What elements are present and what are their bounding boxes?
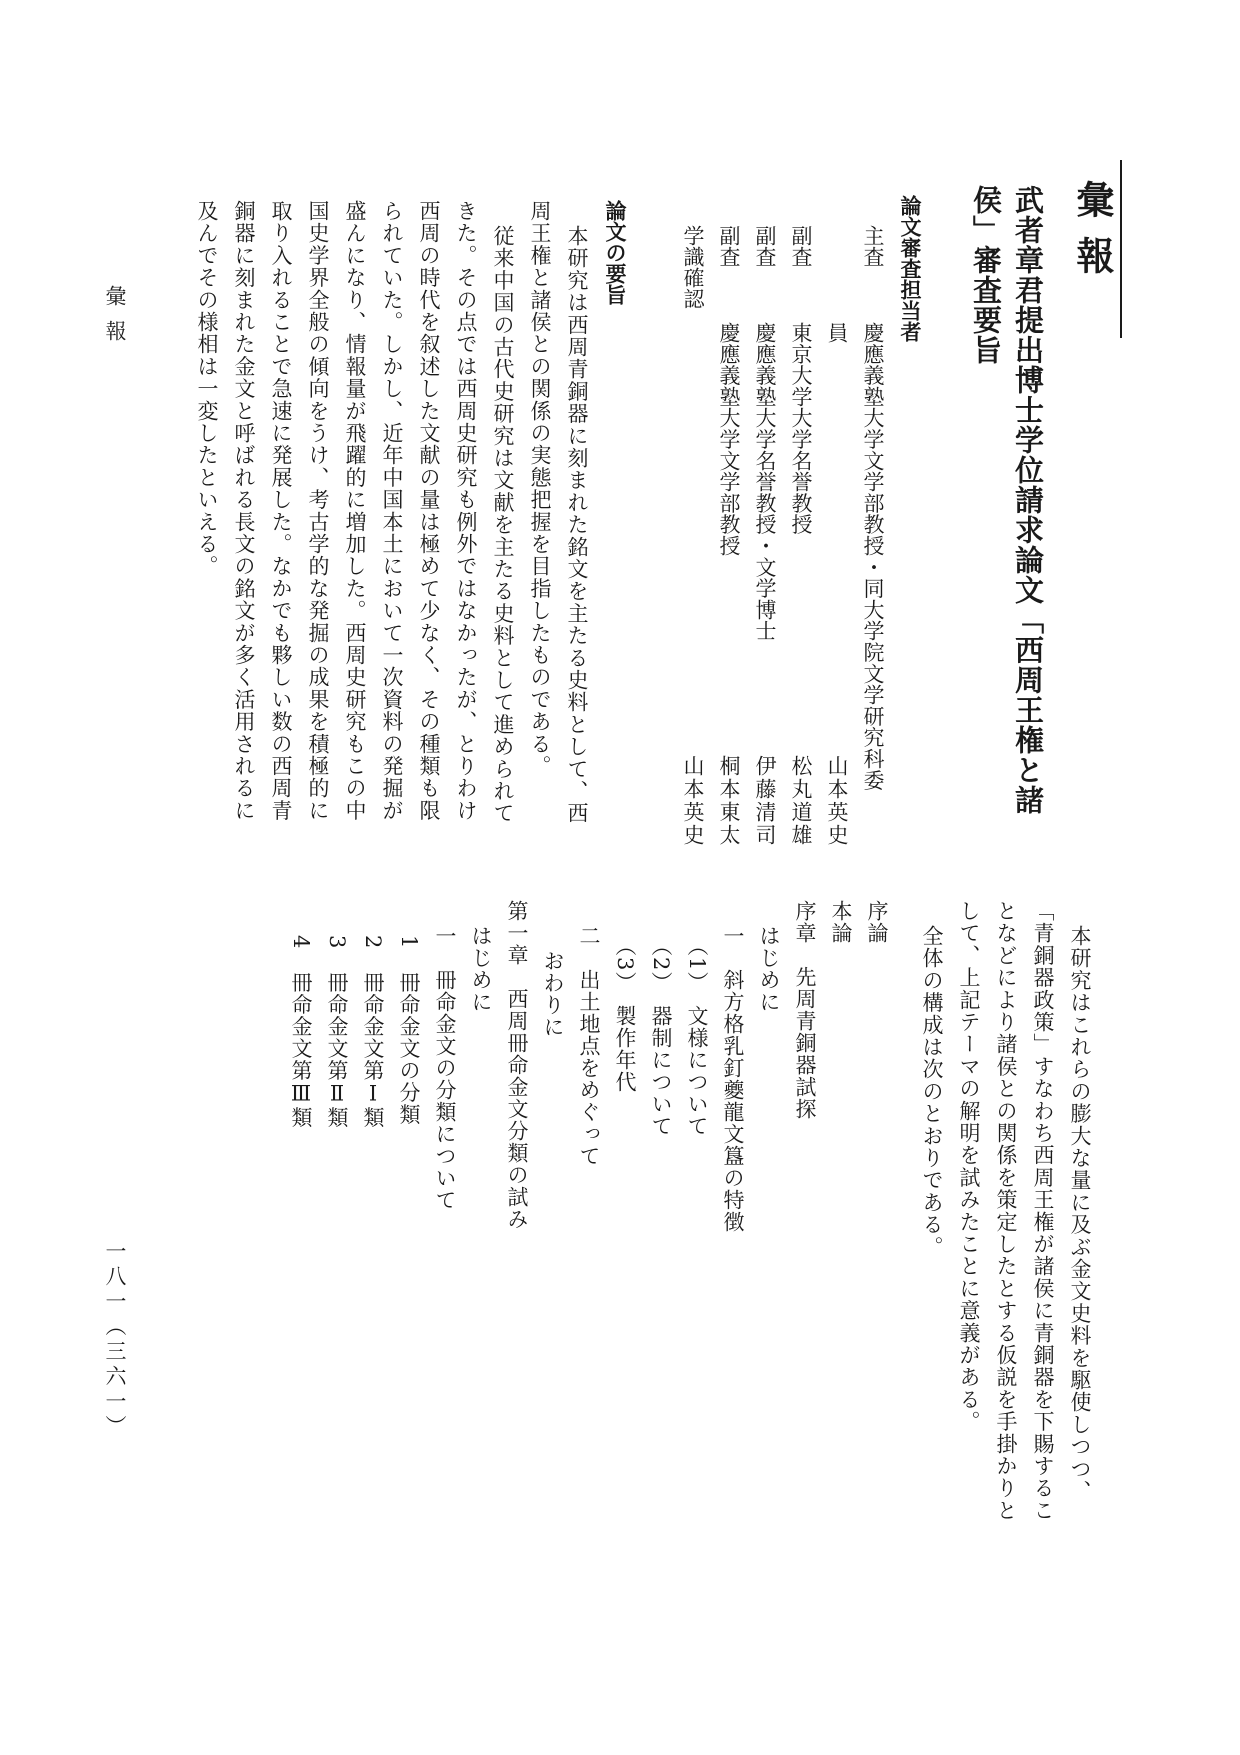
- summary-line: きた。その点では西周史研究も例外ではなかったが、とりわけ: [454, 200, 478, 822]
- summary-line: 及んでその様相は一変したといえる。: [195, 200, 219, 578]
- toc-item: 序章 先周青銅器試探: [793, 900, 817, 1120]
- toc-item: （3） 製作年代: [613, 935, 637, 1093]
- toc-item: 1 冊命金文の分類: [397, 935, 421, 1126]
- member-role: 副査: [717, 225, 741, 267]
- page-number: 一八一（三六一）: [103, 1240, 127, 1440]
- header-rule: [1120, 160, 1122, 338]
- chair-name: 山本英史: [825, 755, 849, 847]
- toc-item: 本論: [829, 900, 853, 944]
- article-title-line1: 武者章君提出博士学位請求論文「西周王権と諸: [1011, 185, 1045, 815]
- toc-item: 序論: [865, 900, 889, 944]
- member-name: 松丸道雄: [789, 755, 813, 847]
- member-name: 伊藤清司: [753, 755, 777, 847]
- summary-heading: 論文の要旨: [603, 200, 628, 305]
- confirm-name: 山本英史: [681, 755, 705, 847]
- member-name: 桐本東太: [717, 755, 741, 847]
- summary-line: 本研究は西周青銅器に刻まれた銘文を主たる史料として、西: [565, 225, 589, 825]
- intro-line: 本研究はこれらの膨大な量に及ぶ金文史料を駆使しつつ、: [1068, 925, 1092, 1503]
- summary-line: 西周の時代を叙述した文献の量は極めて少なく、その種類も限: [417, 200, 441, 822]
- member-role: 副査: [789, 225, 813, 267]
- member-affiliation: 慶應義塾大学文学部教授: [717, 322, 741, 557]
- article-title-line2: 侯」審査要旨: [969, 185, 1003, 365]
- toc-item: 二 出土地点をめぐって: [577, 925, 601, 1167]
- member-role: 副査: [753, 225, 777, 267]
- intro-line: となどにより諸侯との関係を策定したとする仮説を手掛かりと: [994, 900, 1018, 1522]
- summary-line: 従来中国の古代史研究は文献を主たる史料として進められて: [491, 225, 515, 825]
- toc-item: 2 冊命金文第Ⅰ類: [361, 935, 385, 1129]
- intro-line: 「青銅器政策」すなわち西周王権が諸侯に青銅器を下賜するこ: [1031, 900, 1055, 1522]
- member-affiliation: 慶應義塾大学名誉教授・文学博士: [753, 322, 777, 642]
- summary-line: られていた。しかし、近年中国本土において一次資料の発掘が: [380, 200, 404, 822]
- chair-affiliation-cont: 員: [825, 322, 849, 344]
- toc-item: 一 冊命金文の分類について: [433, 925, 457, 1211]
- toc-item: おわりに: [541, 950, 565, 1038]
- summary-line: 国史学界全般の傾向をうけ、考古学的な発掘の成果を積極的に: [306, 200, 330, 822]
- toc-item: 4 冊命金文第Ⅲ類: [289, 935, 313, 1129]
- chair-affiliation: 慶應義塾大学文学部教授・同大学院文学研究科委: [861, 322, 885, 791]
- summary-line: 銅器に刻まれた金文と呼ばれる長文の銘文が多く活用されるに: [232, 200, 256, 822]
- section-title: 彙報: [1070, 180, 1115, 292]
- running-head: 彙報: [103, 285, 127, 355]
- toc-item: 一 斜方格乳釘夔龍文簋の特徴: [721, 925, 745, 1233]
- toc-item: はじめに: [757, 925, 781, 1013]
- committee-heading: 論文審査担当者: [898, 195, 923, 342]
- toc-item: 3 冊命金文第Ⅱ類: [325, 935, 349, 1129]
- chair-role: 主査: [861, 225, 885, 267]
- confirm-role: 学識確認: [681, 225, 705, 309]
- toc-item: はじめに: [469, 925, 493, 1013]
- intro-line: して、上記テーマの解明を試みたことに意義がある。: [957, 900, 981, 1433]
- toc-item: （2） 器制について: [649, 935, 673, 1137]
- summary-line: 盛んになり、情報量が飛躍的に増加した。西周史研究もこの中: [343, 200, 367, 822]
- member-affiliation: 東京大学大学名誉教授: [789, 322, 813, 535]
- summary-line: 取り入れることで急速に発展した。なかでも夥しい数の西周青: [269, 200, 293, 822]
- toc-item: 第一章 西周冊命金文分類の試み: [505, 900, 529, 1230]
- intro-line: 全体の構成は次のとおりである。: [920, 925, 944, 1258]
- toc-item: （1） 文様について: [685, 935, 709, 1137]
- summary-line: 周王権と諸侯との関係の実態把握を目指したものである。: [528, 200, 552, 778]
